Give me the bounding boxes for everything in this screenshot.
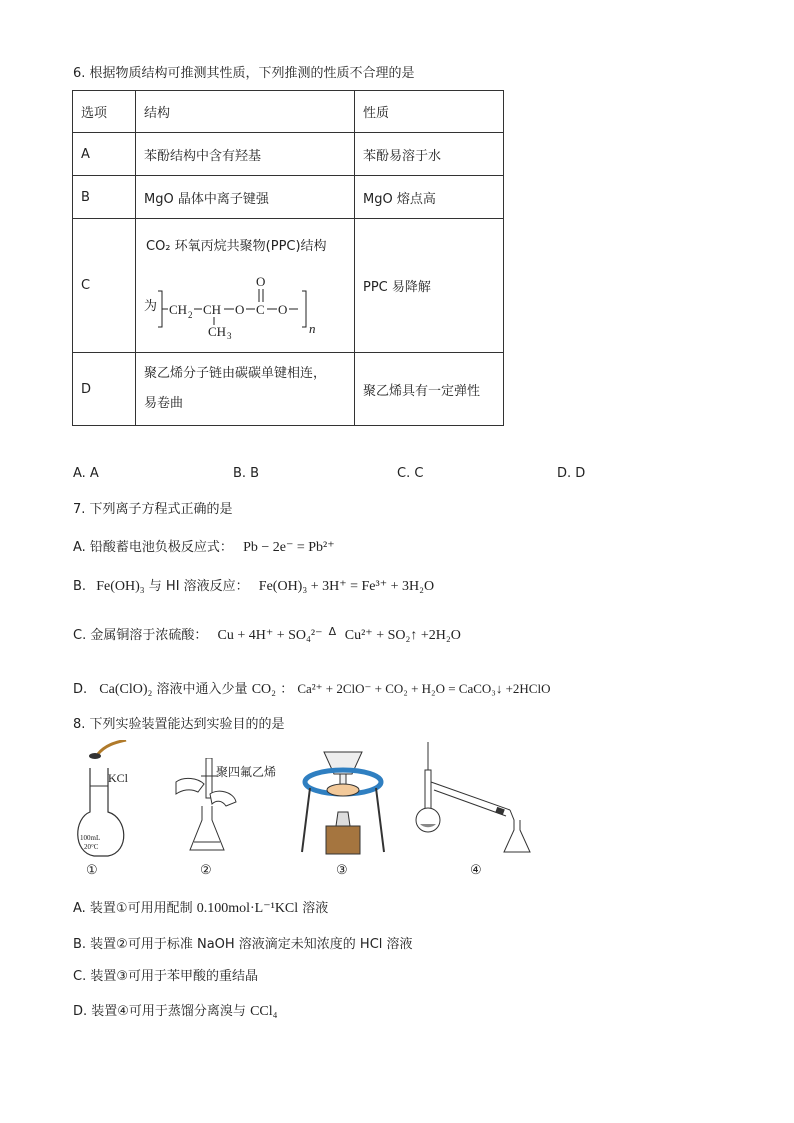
row-c-prefix: 为	[144, 299, 158, 314]
alcohol-lamp-base	[326, 826, 360, 854]
repeat-n: n	[309, 321, 316, 336]
q7-c-label: C. 金属铜溶于浓硫酸：	[73, 628, 208, 643]
row-c-property: PPC 易降解	[355, 219, 504, 353]
condenser-tube	[431, 782, 510, 810]
q7-c-equation-right: Cu²⁺ + SO₂↑ +2H₂O	[344, 628, 461, 643]
q6-stem: 6. 根据物质结构可推测其性质，下列推测的性质不合理的是	[73, 66, 415, 81]
q8-d-ccl4: CCl₄	[250, 1004, 278, 1019]
kcl-label: KCl	[108, 771, 129, 785]
figure-label-3: ③	[336, 862, 348, 877]
ch2-group: CH	[169, 302, 188, 317]
q7-b-formula: Fe(OH)₃	[96, 579, 145, 594]
spatula-scoop	[89, 753, 101, 759]
right-hand	[210, 791, 236, 806]
burner-head	[336, 812, 350, 826]
q8-option-c[interactable]: C. 装置③可用于苯甲酸的重结晶	[73, 969, 258, 984]
q7-a-equation: Pb − 2e⁻ = Pb²⁺	[243, 540, 335, 555]
table-header-row	[73, 91, 504, 133]
q7-d-prefix: D.	[73, 682, 88, 697]
row-c-structure-text: CO₂ 环氧丙烷共聚物(PPC)结构	[146, 239, 327, 254]
ch2-subscript: 2	[188, 310, 193, 320]
right-bracket	[302, 291, 306, 327]
q7-b-prefix: B.	[73, 579, 87, 594]
row-a-option: A	[73, 133, 136, 176]
q7-option-b[interactable]	[73, 575, 434, 595]
q8-stem: 8. 下列实验装置能达到实验目的的是	[73, 717, 285, 732]
tripod-leg	[376, 788, 384, 852]
conical-flask	[190, 806, 224, 850]
q7-option-a[interactable]	[73, 536, 335, 556]
round-bottom-flask	[416, 808, 440, 832]
ch3-subscript: 3	[227, 331, 232, 339]
q6-choice-a[interactable]: A. A	[73, 466, 99, 481]
header-structure: 结构	[136, 91, 355, 133]
ch3-group: CH	[208, 324, 227, 339]
header-property: 性质	[355, 91, 504, 133]
q6-choice-b[interactable]: B. B	[233, 466, 260, 481]
spatula-handle	[98, 740, 126, 754]
q6-choice-c[interactable]: C. C	[397, 466, 424, 481]
left-hand	[176, 778, 204, 794]
left-bracket	[158, 291, 162, 327]
row-c-option: C	[73, 219, 136, 353]
figure-label-4: ④	[470, 862, 482, 877]
row-d-structure-line1: 聚乙烯分子链由碳碳单键相连，	[144, 366, 327, 381]
header-option: 选项	[73, 91, 136, 133]
q7-d-co2: CO₂	[251, 682, 277, 697]
q7-b-label: 与 HI 溶液反应：	[148, 579, 249, 594]
q7-c-equation-left: Cu + 4H⁺ + SO₄²⁻	[217, 628, 323, 643]
q7-d-label: 溶液中通入少量	[156, 682, 248, 697]
table-row	[73, 219, 504, 353]
q8-a-prefix: A. 装置①可用用配制	[73, 901, 193, 916]
delta-symbol: Δ	[328, 625, 337, 638]
q7-option-c[interactable]	[73, 624, 461, 644]
burette	[206, 758, 212, 798]
flask-temp-label: 20°C	[84, 843, 99, 851]
q8-d-prefix: D. 装置④可用于蒸馏分离溴与	[73, 1004, 246, 1019]
q6-choice-d[interactable]: D. D	[557, 466, 586, 481]
q6-table	[72, 90, 504, 426]
ch-group: CH	[203, 302, 222, 317]
table-row	[73, 133, 504, 176]
q8-a-suffix: 溶液	[302, 901, 329, 916]
ppc-structure-formula	[156, 269, 336, 339]
flask-volume-label: 100mL	[80, 834, 101, 842]
heating-setup-figure	[298, 744, 388, 858]
table-row	[73, 353, 504, 426]
o-atom-1: O	[235, 302, 245, 317]
row-a-property: 苯酚易溶于水	[355, 133, 504, 176]
row-b-structure: MgO 晶体中离子键强	[136, 176, 355, 219]
c-atom: C	[256, 302, 265, 317]
row-b-property: MgO 熔点高	[355, 176, 504, 219]
left-bracket-shape	[158, 291, 162, 327]
q7-d-colon: ：	[280, 682, 294, 697]
tripod-leg	[302, 788, 310, 852]
volumetric-flask-figure	[68, 740, 138, 858]
row-d-structure-line2: 易卷曲	[144, 396, 184, 411]
distilling-neck	[425, 770, 431, 810]
row-a-structure: 苯酚结构中含有羟基	[136, 133, 355, 176]
q7-a-label: A. 铅酸蓄电池负极反应式：	[73, 540, 233, 555]
distillation-figure	[410, 740, 535, 860]
row-d-option: D	[73, 353, 136, 426]
q7-d-equation: Ca²⁺ + 2ClO⁻ + CO₂ + H₂O = CaCO₃↓ +2HClO	[297, 681, 551, 696]
condenser-jacket	[434, 790, 506, 816]
table-row	[73, 176, 504, 219]
ptfe-label: 聚四氟乙烯	[216, 765, 277, 779]
receiving-flask	[504, 810, 530, 852]
q7-stem: 7. 下列离子方程式正确的是	[73, 502, 233, 517]
figure-label-1: ①	[86, 862, 98, 877]
o-atom-2: O	[278, 302, 288, 317]
evaporating-dish	[327, 784, 359, 796]
q8-option-b[interactable]: B. 装置②可用于标准 NaOH 溶液滴定未知浓度的 HCl 溶液	[73, 937, 413, 952]
row-b-option: B	[73, 176, 136, 219]
row-d-structure	[136, 353, 355, 426]
row-d-property: 聚乙烯具有一定弹性	[355, 353, 504, 426]
q8-a-concentration: 0.100mol·L⁻¹KCl	[196, 901, 299, 916]
q7-d-formula: Ca(ClO)₂	[99, 682, 153, 697]
q7-option-d[interactable]	[73, 678, 550, 698]
figure-label-2: ②	[200, 862, 212, 877]
o-atom-top: O	[256, 274, 266, 289]
row-c-structure	[136, 219, 355, 353]
q7-b-equation: Fe(OH)₃ + 3H⁺ = Fe³⁺ + 3H₂O	[258, 579, 435, 594]
q8-option-a[interactable]	[73, 897, 328, 917]
q8-option-d[interactable]	[73, 1000, 278, 1020]
titration-figure	[168, 758, 288, 858]
